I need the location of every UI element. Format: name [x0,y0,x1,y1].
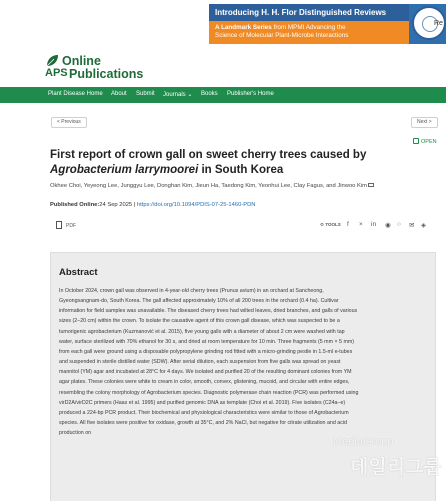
nav-about[interactable]: About [111,91,127,97]
pdf-button[interactable] [56,221,76,229]
title-part1: First report of crown gall on sweet cherry trees caused by [50,149,367,161]
tools-label: TOOLS [325,222,341,227]
email-icon[interactable] [368,183,374,187]
title-species: Agrobacterium larrymoorei [50,164,199,176]
article-toolbar [50,218,435,234]
watermark-korean: 데일리그룹 [350,457,442,478]
author-list[interactable] [50,183,390,189]
nav-books[interactable]: Books [201,91,218,97]
watermark-text: MediaGroup [333,436,394,448]
banner-series-line3: Science of Molecular Plant-Microbe Interactions [215,32,349,39]
wechat-icon[interactable]: ○ [397,221,401,228]
logo-publications: Publications [69,67,144,81]
logo-aps: APS [45,67,68,79]
banner-subtext [209,21,409,44]
nav-publishers-home[interactable]: Publisher's Home [227,91,274,97]
banner-series-label: A Landmark Series [215,24,272,31]
main-nav [0,87,446,103]
nav-submit[interactable]: Submit [136,91,155,97]
lock-icon [413,138,419,144]
doi-link[interactable]: https://doi.org/10.1094/PDIS-07-25-1460-PDN [136,202,256,208]
banner-series-rest: from MPMI Advancing the [271,24,346,31]
abstract-heading: Abstract [59,267,98,278]
leaf-icon [45,54,59,68]
email-share-icon[interactable]: ✉ [409,222,415,229]
previous-button[interactable]: < Previous [51,117,87,128]
tools-menu[interactable] [320,222,341,228]
authors-text: Okhee Choi, Yeyeong Lee, Junggyu Lee, Donghan Kim, Jieun Ha, Taedong Kim, Yeonhui Lee, Clay Fagus, and Jinwoo Kim [50,183,368,189]
pdf-icon [56,221,62,229]
banner-cut-text: Re [434,20,443,27]
next-button[interactable]: Next > [411,117,438,128]
aps-logo[interactable] [44,52,154,82]
nav-journals[interactable] [163,91,192,98]
x-icon[interactable]: × [359,221,363,228]
title-part2: in South Korea [198,164,284,176]
tools-icon: ⚙ [320,222,325,227]
top-bar [0,0,446,52]
facebook-icon[interactable]: f [347,221,349,228]
published-date: 24 Sep 2025 [99,202,133,208]
open-access-badge [413,138,437,145]
chevron-down-icon: ⌄ [187,92,193,98]
published-label: Published Online: [50,202,100,208]
linkedin-icon[interactable]: in [371,221,377,228]
article-title [50,148,390,178]
nav-plant-disease-home[interactable]: Plant Disease Home [48,91,103,97]
logo-online: Online [62,54,101,68]
weibo-icon[interactable]: ◈ [421,222,426,229]
nav-journals-label: Journals [163,92,186,98]
promo-banner[interactable] [209,4,446,44]
publication-info: Published Online:24 Sep 2025 | https://doi.org/10.1094/PDIS-07-25-1460-PDN [50,202,256,208]
open-label: OPEN [421,139,437,145]
abstract-body: In October 2024, crown gall was observed in 4-year-old cherry trees (Prunus avium) in an orchard at Sancheong, Gyeongsangnam-do, South Korea. The gall affected approximately 10% of all 200 trees in the orchard (0.4 ha). Cultivar information for field samples was unavailable. The diseased cherry trees had wilted leaves, dried branches, and galls of various sizes (2–20 cm) within the crown. To isolate the causative agent of this crown gall disease, which was suspected to be a tumorigenic agrobacterium (Kuzmanović et al. 2015), five young galls with a diameter of about 2 cm were washed with tap water, surface sterilized with 70% ethanol for 30 s, and dried at room temperature for 10 min. Three fragments (5 mm × 5 mm) from each gall were ground using a disposable polypropylene grinding rod fitted with a micro-grinding pestle in 1.5-ml e-tubes and suspended in sterile distilled water (SDW). After serial dilution, each suspension from five galls was spread on yeast mannitol (YM) agar and incubated at 28°C for 4 days. We isolated and purified 20 of the resulting dominant colonies from YM agar plates. These colonies were white to cream in color, smooth, convex, glistening, mucoid, and circular with entire edges, resembling the colony morphology of Agrobacterium species. Diagnostic polymerase chain reaction (PCR) was performed using virD2A/virD2C primers (Haas et al. 1995) and purified genomic DNA as template (Choi et al. 2019). Five isolates (C24a–e) produced a 224-bp PCR product. Their biochemical and physiological characteristics were similar to those of Agrobacterium species. All five isolates were positive for oxidase, growth at 35°C, and 2% NaCl, but negative for citrate utilization and acid production on [59,288,359,437]
reddit-icon[interactable]: ◉ [385,222,391,229]
banner-headline: Introducing H. H. Flor Distinguished Reviews [209,4,409,21]
pdf-label: PDF [66,223,76,229]
